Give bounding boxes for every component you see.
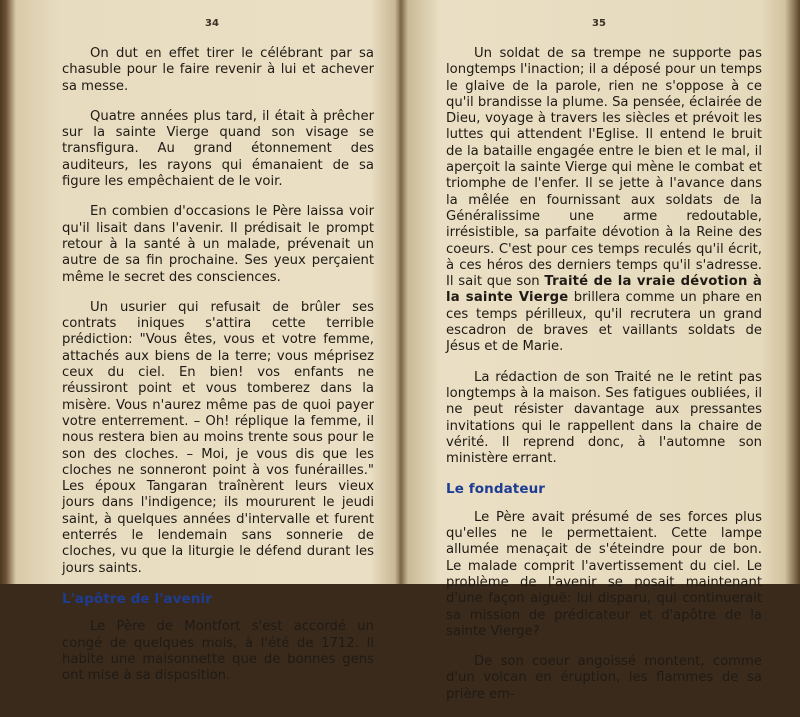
section-heading: L'apôtre de l'avenir — [62, 590, 212, 607]
left-page — [0, 0, 400, 684]
paragraph: Un usurier qui refusait de brûler ses contrats iniques s'attira cette terrible prédiction: "Vous êtes, vous et votre femme, attachés aux biens de la terre; vous méprisez ceux du ciel. En bien! vos enfants ne réussiront point et vous tomberez dans la misère. Vous n'aurez même pas de quoi payer votre enterrement. – Oh! réplique la femme, il nous restera bien au moins trente sous pour le son des cloches. – Moi, je vous dis que les cloches ne sonneront point à vos funérailles." Les époux Tangaran traînèrent leurs vieux jours dans l'indigence; ils moururent le jeudi saint, à quelques années d'intervalle et furent enterrés le lendemain sans sonnerie de cloches, vu que la liturgie le défend durant les jours saints. — [62, 299, 374, 576]
paragraph: On dut en effet tirer le célébrant par sa chasuble pour le faire revenir à lui et achever sa messe. — [62, 46, 374, 94]
paragraph: De son coeur angoissé montent, comme d'un volcan en éruption, les flammes de sa prière em- — [446, 654, 762, 702]
paragraph: Le Père de Montfort s'est accordé un congé de quelques mois, à l'été de 1712. Il habite une maisonnette que de bonnes gens ont mise à sa disposition. — [62, 619, 374, 684]
paragraph-text: brillera comme un phare en ces temps périlleux, qu'il recrutera un grand escadron de braves et vaillants soldats de Jésus et de Marie. — [446, 290, 762, 355]
paragraph: Le Père avait présumé de ses forces plus qu'elles ne le permettaient. Cette lampe allumée menaçait de s'éteindre pour de bon. Le malade comprit l'avertissement du ciel. Le problème de l'avenir se posait maintenant d'une façon aiguë: lui disparu, qui continuerait sa mission de prédicateur et d'apôtre de la sainte Vierge? — [446, 509, 762, 639]
paragraph — [446, 46, 762, 356]
section-heading: Le fondateur — [446, 481, 546, 498]
paragraph: En combien d'occasions le Père laissa voir qu'il lisait dans l'avenir. Il prédisait le prompt retour à la santé à un malade, prévenait un autre de sa fin prochaine. Ses yeux perçaient même le secret des consciences. — [62, 204, 374, 285]
book-title: Traité de la vraie dévotion à la sainte Vierge — [446, 274, 763, 306]
page-number: 35 — [592, 18, 606, 29]
paragraph-text: Un soldat de sa trempe ne supporte pas longtemps l'inaction; il a déposé pour un temps le glaive de la parole, rien ne s'oppose à ce qu'il brandisse la plume. Sa pensée, éclairée de Dieu, voyage à travers les siècles et prévoit les luttes qui attendent l'Eglise. Il entend le bruit de la bataille engagée entre le bien et le mal, il aperçoit la sainte Vierge qui mène le combat et triomphe de l'enfer. Il se jette à l'avance dans la mêlée en fournissant aux soldats de la Généralissime une arme redoutable, irrésistible, sa parfaite dévotion à la Reine des coeurs. C'est pour ces temps reculés qu'il écrit, à ces héros des derniers temps qu'il s'adresse. Il sait que son — [446, 46, 762, 290]
right-page — [404, 0, 800, 702]
page-number: 34 — [205, 18, 219, 29]
paragraph: La rédaction de son Traité ne le retint pas longtemps à la maison. Ses fatigues oubliées, il ne peut résister davantage aux pressantes invitations qui le rappellent dans la chaire de vérité. Il reprend donc, à l'automne son ministère errant. — [446, 369, 762, 467]
right-page-text — [446, 46, 762, 717]
paragraph: Quatre années plus tard, il était à prêcher sur la sainte Vierge quand son visage se transfigura. Au grand étonnement des auditeurs, les rayons qui émanaient de sa figure les empêchaient de le voir. — [62, 108, 374, 190]
left-page-text — [62, 46, 374, 698]
